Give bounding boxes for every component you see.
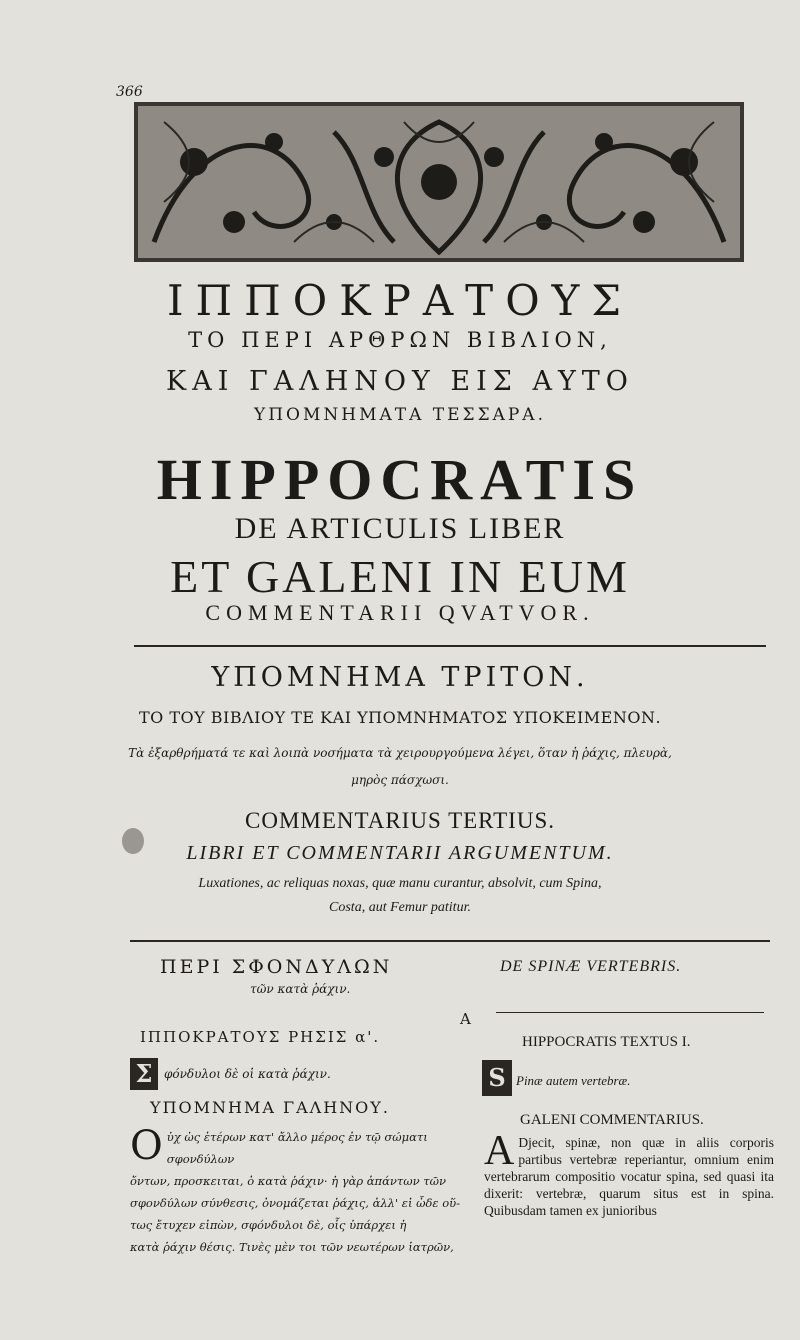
page-number: 366 [116,84,143,100]
greek-title-line1: ΙΠΠΟΚΡΑΤΟΥΣ [166,276,634,325]
right-body-initial: A [484,1128,515,1174]
left-body-line: ὐχ ὡς ἑτέρων κατ' ἄλλο μέρος ἐν τῷ σώματι σφονδύλων [166,1130,428,1166]
greek-title-line4: ΥΠΟΜΝΗΜΑΤΑ ΤΕΣΣΑΡΑ. [254,405,546,425]
right-commentary-heading: GALENI COMMENTARIUS. [520,1112,704,1128]
left-dropcap: Σ [130,1058,158,1090]
left-column-heading: ΠΕΡΙ ΣΦΟΝΔΥΛΩΝ [160,956,393,978]
latin-title-line3: ET GALENI IN EUM [170,551,630,602]
latin-title-line4: COMMENTARII QVATVOR. [205,600,595,625]
divider-rule [130,940,770,942]
left-body-initial: Ο [130,1123,163,1169]
latin-argument-line2: Costa, aut Femur patitur. [329,900,471,915]
hippocrates-rhesis-label: ΙΠΠΟΚΡΑΤΟΥΣ ΡΗΣΙΣ α'. [140,1028,381,1046]
right-column-heading: DE SPINÆ VERTEBRIS. [500,958,682,975]
latin-title-line2: DE ARTICULIS LIBER [234,512,566,545]
latin-section-heading: COMMENTARIUS TERTIUS. [245,808,555,833]
left-lemma: φόνδυλοι δὲ οἱ κατὰ ῥάχιν. [164,1067,331,1081]
hippocratis-textus-label: HIPPOCRATIS TEXTUS I. [522,1034,691,1050]
latin-argument-line1: Luxationes, ac reliquas noxas, quæ manu curantur, absolvit, cum Spina, [198,876,602,891]
greek-argument-line2: μηρὸς πάσχωσι. [351,773,449,787]
greek-section-heading: ΥΠΟΜΝΗΜΑ ΤΡΙΤΟΝ. [211,662,589,693]
ink-stain [122,828,144,854]
greek-argument-line1: Τὰ ἐξαρθρήματά τε καὶ λοιπὰ νοσήματα τὰ χειρουργούμενα λέγει, ὅταν ἡ ῥάχις, πλευρὰ, [128,746,672,760]
divider-rule [134,645,766,647]
ornamental-headpiece-icon [134,102,744,262]
left-commentary-heading: ΥΠΟΜΝΗΜΑ ΓΑΛΗΝΟΥ. [150,1098,390,1117]
latin-title-line1: HIPPOCRATIS [156,447,644,512]
greek-section-subheading: ΤΟ ΤΟΥ ΒΙΒΛΙΟΥ ΤΕ ΚΑΙ ΥΠΟΜΝΗΜΑΤΟΣ ΥΠΟΚΕΙΜΕΝΟΝ. [138,708,662,727]
margin-letter: A [460,1010,471,1028]
left-column-subheading: τῶν κατὰ ῥάχιν. [250,982,351,996]
left-commentary-body [130,1123,465,1258]
column-rule [496,1012,764,1013]
latin-section-subheading: LIBRI ET COMMENTARII ARGUMENTUM. [186,842,614,864]
right-lemma: Pinæ autem vertebræ. [516,1073,631,1088]
left-body-line: τως ἔτυχεν εἰπὼν, σφόνδυλοι δὲ, οἷς ὑπάρχει ἡ [130,1218,407,1232]
right-body-text: Djecit, spinæ, non quæ in aliis corporis partibus vertebræ reperiantur, omnium enim vertebrarum compositio vocatur spina, sed quasi ita dixerit: vertebræ, quarum situs est in spina. Quibusdam tamen ex junioribus [484,1135,774,1218]
right-dropcap: S [482,1060,512,1096]
greek-title-line3: ΚΑΙ ΓΑΛΗΝΟΥ ΕΙΣ ΑΥΤΟ [166,366,634,397]
right-commentary-body [484,1128,774,1219]
left-body-line: κατὰ ῥάχιν θέσις. Τινὲς μὲν τοι τῶν νεωτέρων ἰατρῶν, [130,1240,454,1254]
left-body-line: σφονδύλων σύνθεσις, ὀνομάζεται ῥάχις, ἀλλ' εἰ ὧδε οὕ- [130,1196,461,1210]
greek-title-line2: ΤΟ ΠΕΡΙ ΑΡΘΡΩΝ ΒΙΒΛΙΟΝ, [188,328,612,352]
left-body-line: ὄντων, προσκειται, ὁ κατὰ ῥάχιν· ἡ γὰρ ἁπάντων τῶν [130,1174,446,1188]
